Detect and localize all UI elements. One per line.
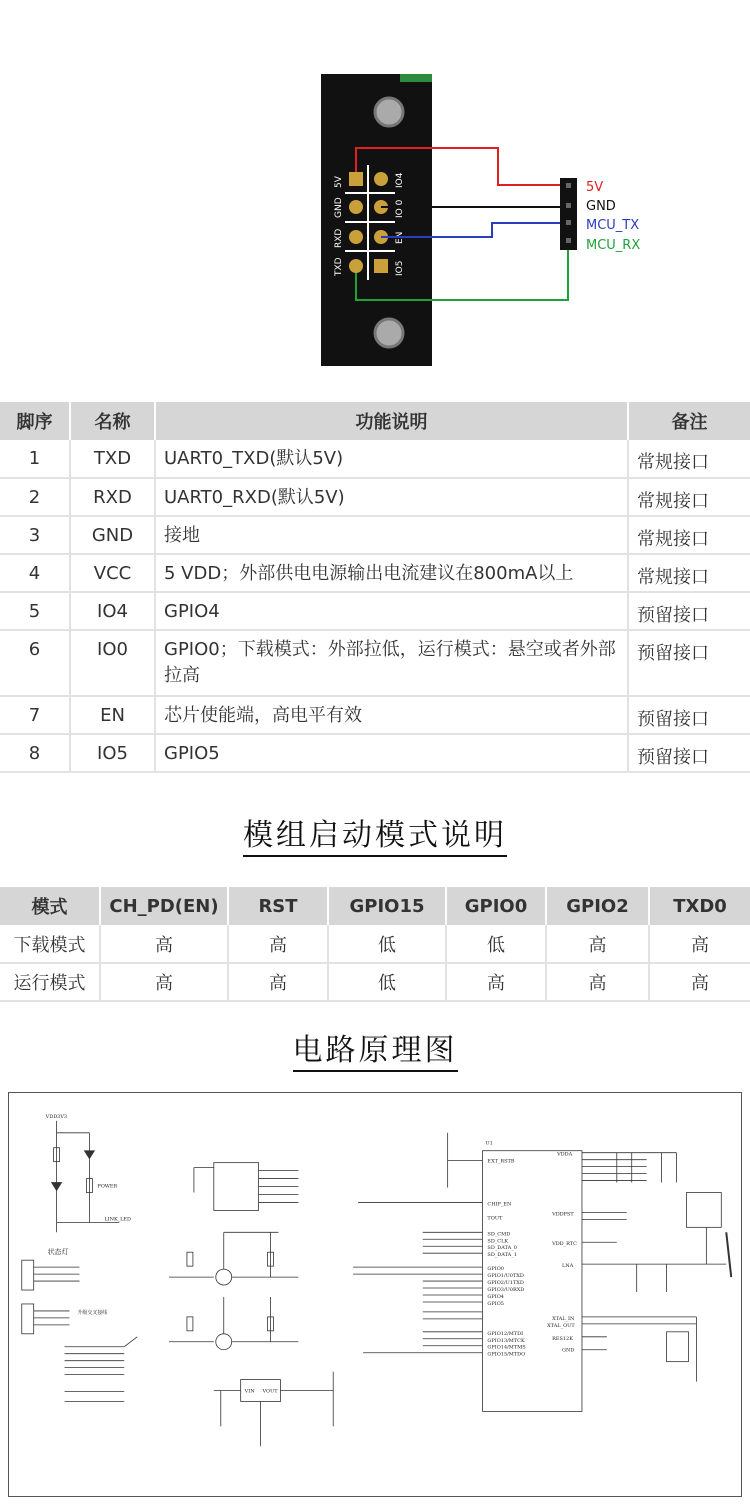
table-row: [0, 478, 750, 516]
schematic-label-lna: LNA: [562, 1263, 574, 1270]
cell: 低: [446, 925, 546, 963]
pin-table-header: [0, 402, 750, 440]
pin-name: TXD: [70, 440, 155, 478]
connector-label-5v: 5V: [586, 180, 604, 195]
table-row: [0, 696, 750, 734]
schematic-label-mtck: GPIO13/MTCK: [487, 1337, 525, 1344]
pad-label-5v: 5V: [334, 176, 344, 188]
pin-no: 3: [0, 516, 70, 554]
pin-note: 常规接口: [628, 516, 750, 554]
header-rst: RST: [228, 887, 328, 925]
header-note: 备注: [628, 402, 750, 440]
pin-no: 4: [0, 554, 70, 592]
table-row: [0, 554, 750, 592]
table-row: [0, 516, 750, 554]
schematic-label-res12k: RES12K: [552, 1335, 573, 1342]
pad-label-io5: IO5: [395, 260, 405, 276]
header-function: 功能说明: [155, 402, 628, 440]
pin-desc: GPIO5: [155, 734, 628, 772]
schematic-label-gpio4: GPIO4: [487, 1293, 504, 1300]
schematic-label-vdd: VDD3V3: [45, 1113, 68, 1120]
schematic-label-xtal-in: XTAL_IN: [552, 1315, 575, 1322]
pad-label-en: EN: [395, 231, 405, 244]
pin-no: 8: [0, 734, 70, 772]
schematic-label-ext-rstb: EXT_RSTB: [487, 1158, 515, 1165]
pin-note: 常规接口: [628, 478, 750, 516]
table-row: [0, 963, 750, 1001]
pin-name: IO4: [70, 592, 155, 630]
header-name: 名称: [70, 402, 155, 440]
schematic-label-vin: VIN: [244, 1388, 255, 1395]
circuit-schematic: [8, 1092, 742, 1497]
schematic-title: 电路原理图: [0, 1025, 750, 1069]
pin-desc: 接地: [155, 516, 628, 554]
pin-no: 5: [0, 592, 70, 630]
pin-desc: GPIO4: [155, 592, 628, 630]
cell: 高: [100, 963, 228, 1001]
pin-no: 1: [0, 440, 70, 478]
pad-label-rxd: RXD: [334, 228, 344, 248]
pin-no: 2: [0, 478, 70, 516]
pin-no: 6: [0, 630, 70, 696]
pin-desc: UART0_TXD(默认5V): [155, 440, 628, 478]
pin-note: 预留接口: [628, 630, 750, 696]
table-row: [0, 630, 750, 696]
pin-note: 预留接口: [628, 696, 750, 734]
schematic-label-status: 状态灯: [47, 1248, 69, 1257]
schematic-label-sd-data0: SD_DATA_0: [487, 1245, 517, 1252]
schematic-label-mtdo: GPIO15/MTDO: [487, 1351, 526, 1358]
boot-table-header: [0, 887, 750, 925]
schematic-label-sd-clk: SD_CLK: [487, 1238, 509, 1245]
pad-label-io4: IO4: [395, 172, 405, 188]
schematic-label-vddpst: VDDPST: [552, 1211, 574, 1218]
header-ch-pd: CH_PD(EN): [100, 887, 228, 925]
header-pin-no: 脚序: [0, 402, 70, 440]
schematic-label-sd-data1: SD_DATA_1: [487, 1252, 517, 1259]
schematic-label-link: LINK_LED: [104, 1216, 132, 1223]
pin-name: IO0: [70, 630, 155, 696]
pad-label-txd: TXD: [334, 257, 344, 276]
schematic-label-vdda: VDDA: [557, 1151, 573, 1158]
schematic-label-boot-note: 升级交叉接线: [77, 1309, 108, 1316]
header-gpio0: GPIO0: [446, 887, 546, 925]
mounting-hole-top: [375, 98, 403, 126]
pin-name: GND: [70, 516, 155, 554]
schematic-label-gpio0: GPIO0: [487, 1266, 504, 1273]
schematic-label-mtdi: GPIO12/MTDI: [487, 1330, 524, 1337]
table-row: [0, 592, 750, 630]
pin-note: 常规接口: [628, 440, 750, 478]
schematic-label-gpio2: GPIO2/U1TXD: [487, 1280, 524, 1287]
schematic-label-gpio3: GPIO3/U0RXD: [487, 1287, 525, 1294]
cell: 高: [228, 925, 328, 963]
header-txd0: TXD0: [649, 887, 750, 925]
boot-mode-title: 模组启动模式说明: [0, 810, 750, 854]
schematic-label-power: POWER: [97, 1183, 118, 1190]
cell: 高: [546, 963, 649, 1001]
header-gpio2: GPIO2: [546, 887, 649, 925]
mode-name: 运行模式: [0, 963, 100, 1001]
header-gpio15: GPIO15: [328, 887, 446, 925]
cell: 高: [649, 925, 750, 963]
table-row: [0, 734, 750, 772]
pin-note: 预留接口: [628, 592, 750, 630]
cell: 高: [446, 963, 546, 1001]
schematic-label-chip: U1: [485, 1140, 493, 1147]
pin-name: RXD: [70, 478, 155, 516]
cell: 高: [649, 963, 750, 1001]
pin-desc: 芯片使能端，高电平有效: [155, 696, 628, 734]
cell: 高: [546, 925, 649, 963]
cell: 低: [328, 963, 446, 1001]
pin-description-table: [0, 402, 750, 773]
mode-name: 下载模式: [0, 925, 100, 963]
header-mode: 模式: [0, 887, 100, 925]
cell: 高: [100, 925, 228, 963]
connector-label-mcu-tx: MCU_TX: [586, 218, 640, 233]
schematic-label-chip-en: CHIP_EN: [487, 1201, 512, 1208]
pin-name: IO5: [70, 734, 155, 772]
pin-desc: GPIO0；下载模式：外部拉低，运行模式：悬空或者外部拉高: [155, 630, 628, 696]
pin-desc: UART0_RXD(默认5V): [155, 478, 628, 516]
pin-name: EN: [70, 696, 155, 734]
schematic-label-gpio5: GPIO5: [487, 1300, 504, 1307]
schematic-label-sd-cmd: SD_CMD: [487, 1231, 511, 1238]
pin-note: 预留接口: [628, 734, 750, 772]
table-row: [0, 925, 750, 963]
module-pinout-diagram: [0, 60, 750, 380]
cell: 低: [328, 925, 446, 963]
cell: 高: [228, 963, 328, 1001]
pad-label-io0: IO 0: [395, 199, 405, 218]
pin-no: 7: [0, 696, 70, 734]
pin-name: VCC: [70, 554, 155, 592]
connector-label-gnd: GND: [586, 199, 616, 214]
mounting-hole-bottom: [375, 319, 403, 347]
pin-note: 常规接口: [628, 554, 750, 592]
schematic-label-tout: TOUT: [487, 1215, 503, 1222]
schematic-label-gnd: GND: [562, 1347, 575, 1354]
pad-label-gnd: GND: [334, 197, 344, 218]
schematic-label-mtms: GPIO14/MTMS: [487, 1344, 526, 1351]
boot-mode-table: [0, 887, 750, 1002]
pin-desc: 5 VDD；外部供电电源输出电流建议在800mA以上: [155, 554, 628, 592]
schematic-label-xtal-out: XTAL_OUT: [547, 1322, 575, 1329]
table-row: [0, 440, 750, 478]
schematic-label-gpio1: GPIO1/U0TXD: [487, 1273, 524, 1280]
schematic-label-vdd-rtc: VDD_RTC: [552, 1241, 577, 1248]
connector-label-mcu-rx: MCU_RX: [586, 238, 641, 253]
schematic-label-vout: VOUT: [262, 1388, 278, 1395]
